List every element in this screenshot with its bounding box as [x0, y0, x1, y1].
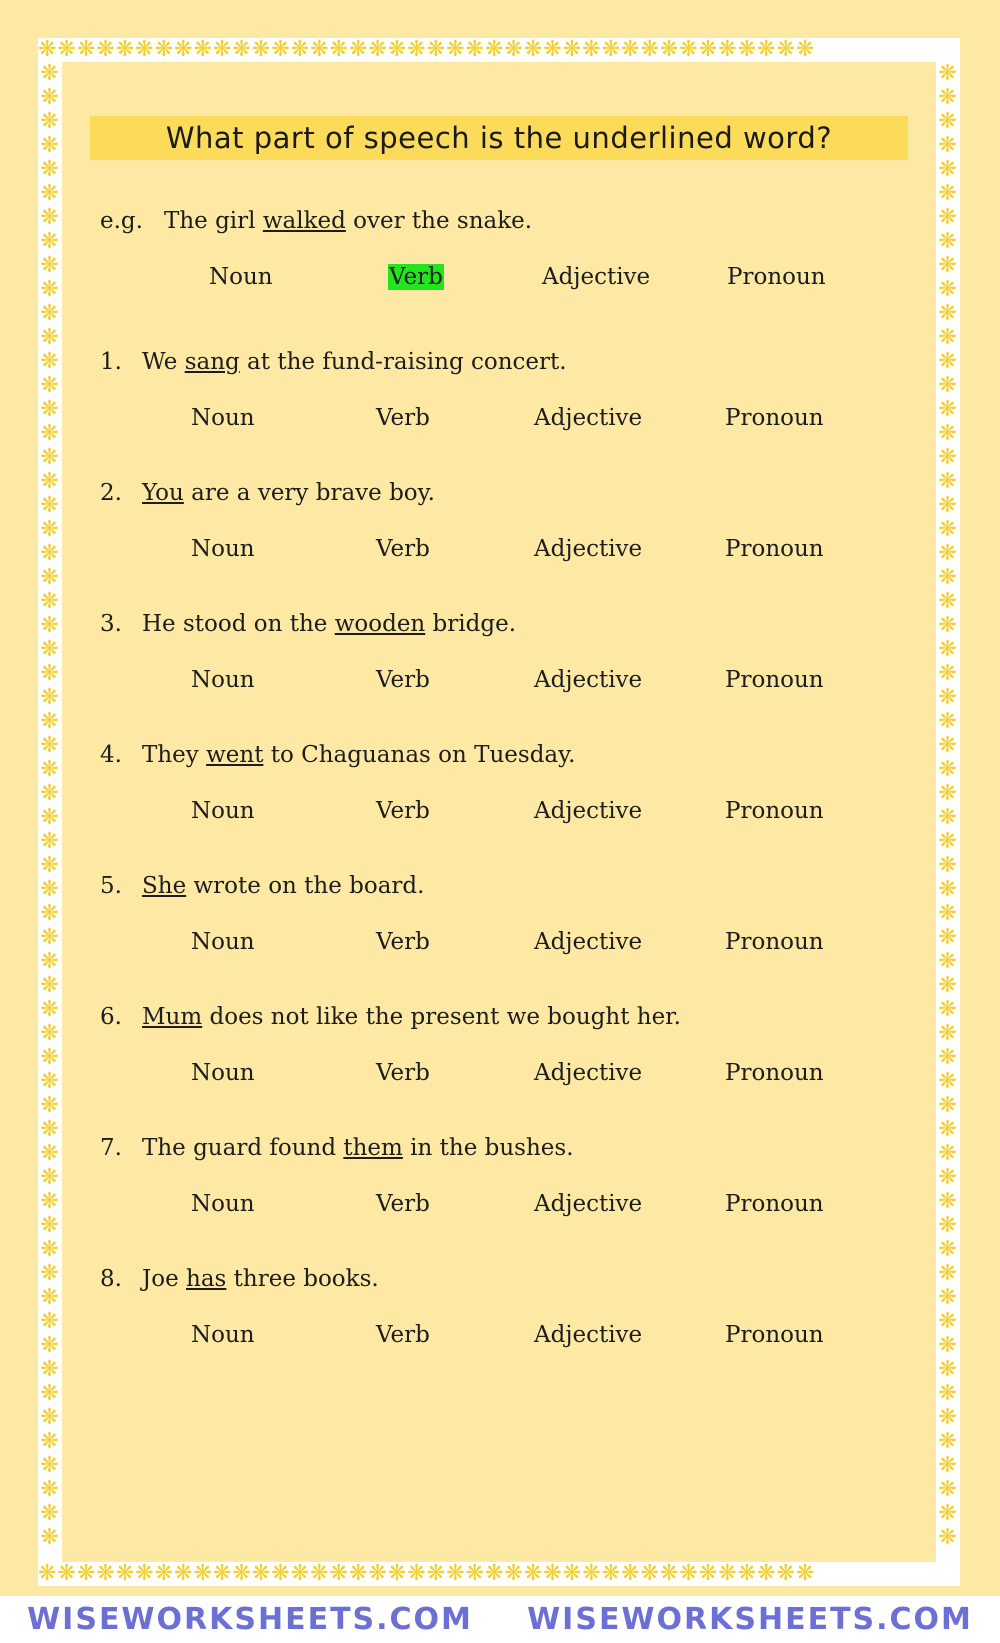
- answer-options: [0, 1191, 1000, 1223]
- option-adjective[interactable]: Adjective: [534, 536, 643, 562]
- sentence-after: are a very brave boy.: [183, 480, 435, 506]
- example-sentence: [100, 208, 532, 234]
- question-number: 2.: [100, 480, 122, 506]
- option-adjective[interactable]: Adjective: [534, 1322, 643, 1348]
- option-verb-selected[interactable]: Verb: [389, 264, 443, 290]
- sentence-before: We: [142, 349, 185, 375]
- option-pronoun[interactable]: Pronoun: [725, 667, 824, 693]
- underlined-word: You: [142, 480, 184, 506]
- answer-options: [0, 798, 1000, 830]
- answer-options: [0, 667, 1000, 699]
- option-pronoun[interactable]: Pronoun: [725, 929, 824, 955]
- underlined-word: walked: [262, 208, 346, 234]
- underlined-word: has: [186, 1266, 227, 1292]
- sentence-after: does not like the present we bought her.: [202, 1004, 681, 1030]
- option-noun[interactable]: Noun: [191, 405, 255, 431]
- question-sentence: [100, 1004, 681, 1030]
- option-noun[interactable]: Noun: [191, 1060, 255, 1086]
- option-pronoun[interactable]: Pronoun: [725, 1060, 824, 1086]
- option-adjective[interactable]: Adjective: [534, 1191, 643, 1217]
- underlined-word: wooden: [334, 611, 426, 637]
- question-number: 7.: [100, 1135, 122, 1161]
- underlined-word: went: [206, 742, 264, 768]
- underlined-word: She: [142, 873, 187, 899]
- question-sentence: [100, 480, 435, 506]
- option-pronoun[interactable]: Pronoun: [725, 405, 824, 431]
- option-adjective[interactable]: Adjective: [534, 798, 643, 824]
- option-adjective[interactable]: Adjective: [534, 929, 643, 955]
- example-label: e.g.: [100, 208, 143, 234]
- question-number: 8.: [100, 1266, 122, 1292]
- question-number: 3.: [100, 611, 122, 637]
- sentence-before: He stood on the: [142, 611, 335, 637]
- question-number: 5.: [100, 873, 122, 899]
- star-border-bottom: ❋❋❋❋❋❋❋❋❋❋❋❋❋❋❋❋❋❋❋❋❋❋❋❋❋❋❋❋❋❋❋❋❋❋❋❋❋❋❋❋: [38, 1562, 816, 1586]
- answer-options: [0, 1322, 1000, 1354]
- option-verb[interactable]: Verb: [376, 1191, 430, 1217]
- option-noun[interactable]: Noun: [209, 264, 273, 290]
- sentence-after: three books.: [226, 1266, 379, 1292]
- option-noun[interactable]: Noun: [191, 667, 255, 693]
- question-number: 6.: [100, 1004, 122, 1030]
- sentence-before: The guard found: [142, 1135, 344, 1161]
- option-verb[interactable]: Verb: [376, 1060, 430, 1086]
- option-adjective[interactable]: Adjective: [534, 1060, 643, 1086]
- title-bar: [90, 116, 908, 160]
- star-border-top: ❋❋❋❋❋❋❋❋❋❋❋❋❋❋❋❋❋❋❋❋❋❋❋❋❋❋❋❋❋❋❋❋❋❋❋❋❋❋❋❋: [38, 38, 816, 62]
- option-verb[interactable]: Verb: [376, 1322, 430, 1348]
- underlined-word: sang: [184, 349, 240, 375]
- sentence-after: over the snake.: [345, 208, 533, 234]
- option-pronoun[interactable]: Pronoun: [725, 1191, 824, 1217]
- answer-options: [0, 405, 1000, 437]
- option-adjective[interactable]: Adjective: [542, 264, 651, 290]
- star-border-right: ❋❋❋❋❋❋❋❋❋❋❋❋❋❋❋❋❋❋❋❋❋❋❋❋❋❋❋❋❋❋❋❋❋❋❋❋❋❋❋❋❋❋❋❋❋❋❋❋❋❋❋❋❋❋❋❋❋❋❋❋❋❋: [938, 62, 958, 1550]
- option-noun[interactable]: Noun: [191, 536, 255, 562]
- option-adjective[interactable]: Adjective: [534, 667, 643, 693]
- option-verb[interactable]: Verb: [376, 667, 430, 693]
- question-sentence: [100, 1135, 574, 1161]
- sentence-after: at the fund-raising concert.: [239, 349, 567, 375]
- answer-options: [0, 536, 1000, 568]
- underlined-word: them: [343, 1135, 403, 1161]
- sentence-after: wrote on the board.: [186, 873, 425, 899]
- question-sentence: [100, 1266, 379, 1292]
- option-noun[interactable]: Noun: [191, 1191, 255, 1217]
- option-verb[interactable]: Verb: [376, 405, 430, 431]
- star-border-left: ❋❋❋❋❋❋❋❋❋❋❋❋❋❋❋❋❋❋❋❋❋❋❋❋❋❋❋❋❋❋❋❋❋❋❋❋❋❋❋❋❋❋❋❋❋❋❋❋❋❋❋❋❋❋❋❋❋❋❋❋❋❋: [40, 62, 60, 1550]
- question-sentence: [100, 742, 575, 768]
- watermark-footer: [0, 1596, 1000, 1643]
- option-pronoun[interactable]: Pronoun: [725, 536, 824, 562]
- option-pronoun[interactable]: Pronoun: [727, 264, 826, 290]
- sentence-after: to Chaguanas on Tuesday.: [263, 742, 576, 768]
- question-sentence: [100, 349, 567, 375]
- option-verb[interactable]: Verb: [376, 798, 430, 824]
- sentence-before: Joe: [142, 1266, 186, 1292]
- option-noun[interactable]: Noun: [191, 1322, 255, 1348]
- option-noun[interactable]: Noun: [191, 798, 255, 824]
- option-adjective[interactable]: Adjective: [534, 405, 643, 431]
- sentence-before: They: [142, 742, 207, 768]
- watermark-text: WISEWORKSHEETS.COM: [27, 1602, 473, 1637]
- option-noun[interactable]: Noun: [191, 929, 255, 955]
- underlined-word: Mum: [142, 1004, 203, 1030]
- option-verb[interactable]: Verb: [376, 929, 430, 955]
- watermark-text: WISEWORKSHEETS.COM: [527, 1602, 973, 1637]
- sentence-after: bridge.: [425, 611, 517, 637]
- option-verb[interactable]: Verb: [376, 536, 430, 562]
- question-number: 1.: [100, 349, 122, 375]
- sentence-before: The girl: [164, 208, 263, 234]
- question-sentence: [100, 873, 424, 899]
- option-pronoun[interactable]: Pronoun: [725, 798, 824, 824]
- sentence-after: in the bushes.: [402, 1135, 574, 1161]
- example-options: [0, 264, 1000, 296]
- answer-options: [0, 929, 1000, 961]
- question-sentence: [100, 611, 516, 637]
- worksheet-title: What part of speech is the underlined word?: [165, 121, 833, 155]
- answer-options: [0, 1060, 1000, 1092]
- option-pronoun[interactable]: Pronoun: [725, 1322, 824, 1348]
- question-number: 4.: [100, 742, 122, 768]
